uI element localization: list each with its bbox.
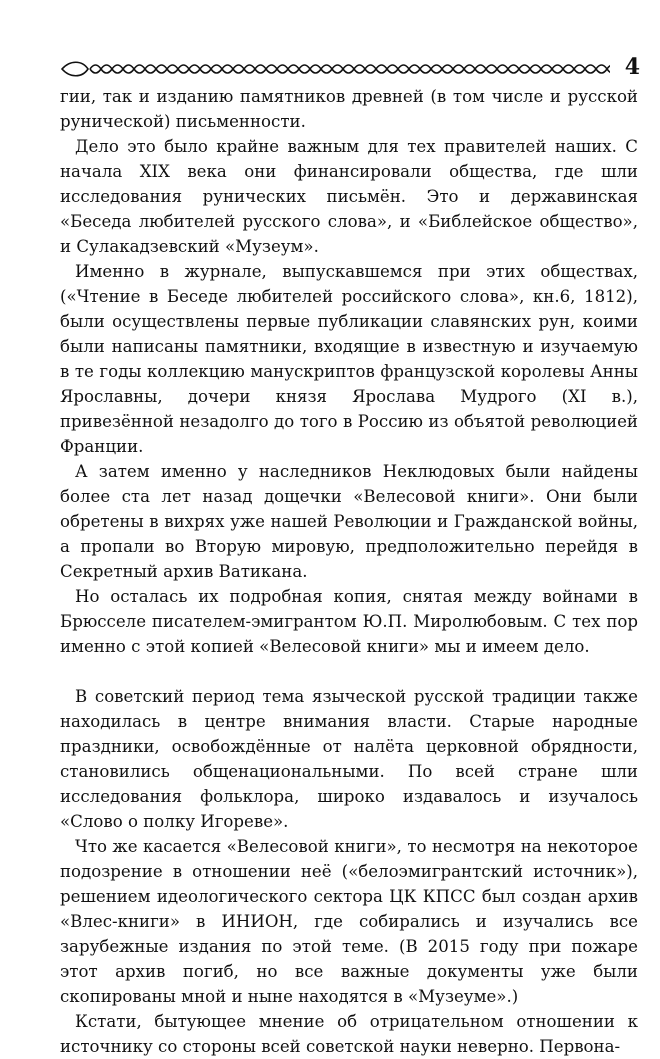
paragraph: Дело это было крайне важным для тех правителей наших. С начала XIX века они финансировали общества, где шли исследования рунических письмён. Это и державинская «Беседа любителей русского слова», и «Библейское общество», и Сулакадзевский «Музеум».	[60, 137, 638, 256]
paragraph: Кстати, бытующее мнение об отрицательном отношении к источнику со стороны всей советской науки неверно. Первона-	[60, 1012, 638, 1056]
page-number: 4	[624, 54, 640, 80]
paragraph: Но осталась их подробная копия, снятая между войнами в Брюсселе писателем-эмигрантом Ю.П. Миролюбовым. С тех пор именно с этой копией «Велесовой книги» мы и имеем дело.	[60, 587, 638, 656]
paragraph: Именно в журнале, выпускавшемся при этих обществах, («Чтение в Беседе любителей российского слова», кн.6, 1812), были осуществлены первые публикации славянских рун, коими были написаны памятники, входящие в известную и изучаемую в те годы коллекцию манускриптов французской королевы Анны Ярославны, дочери князя Ярослава Мудрого (XI в.), привезённой незадолго до того в Россию из объятой революцией Франции.	[60, 262, 638, 456]
paragraph: А затем именно у наследников Неклюдовых были найдены более ста лет назад дощечки «Велесовой книги». Они были обретены в вихрях уже нашей Революции и Гражданской войны, а пропали во Вторую мировую, предположительно перейдя в Секретный архив Ватикана.	[60, 462, 638, 581]
paragraph: Что же касается «Велесовой книги», то несмотря на некоторое подозрение в отношении неё («белоэмигрантский источник»), решением идеологического сектора ЦК КПСС был создан архив «Влес-книги» в ИНИОН, где собирались и изучались все зарубежные издания по этой теме. (В 2015 году при пожаре этот архив погиб, но все важные документы уже были скопированы мной и ныне находятся в «Музеуме».)	[60, 837, 638, 1006]
paragraph: В советский период тема языческой русской традиции также находилась в центре внимания власти. Старые народные праздники, освобождённые от налёта церковной обрядности, становились общенациональными. По всей стране шли исследования фольклора, широко издавалось и изучалось «Слово о полку Игореве».	[60, 687, 638, 831]
paragraph: гии, так и изданию памятников древней (в том числе и русской рунической) письменности.	[60, 87, 638, 131]
decorative-braid-border-icon	[60, 58, 610, 80]
page-header	[60, 52, 640, 88]
main-text	[60, 84, 638, 1059]
